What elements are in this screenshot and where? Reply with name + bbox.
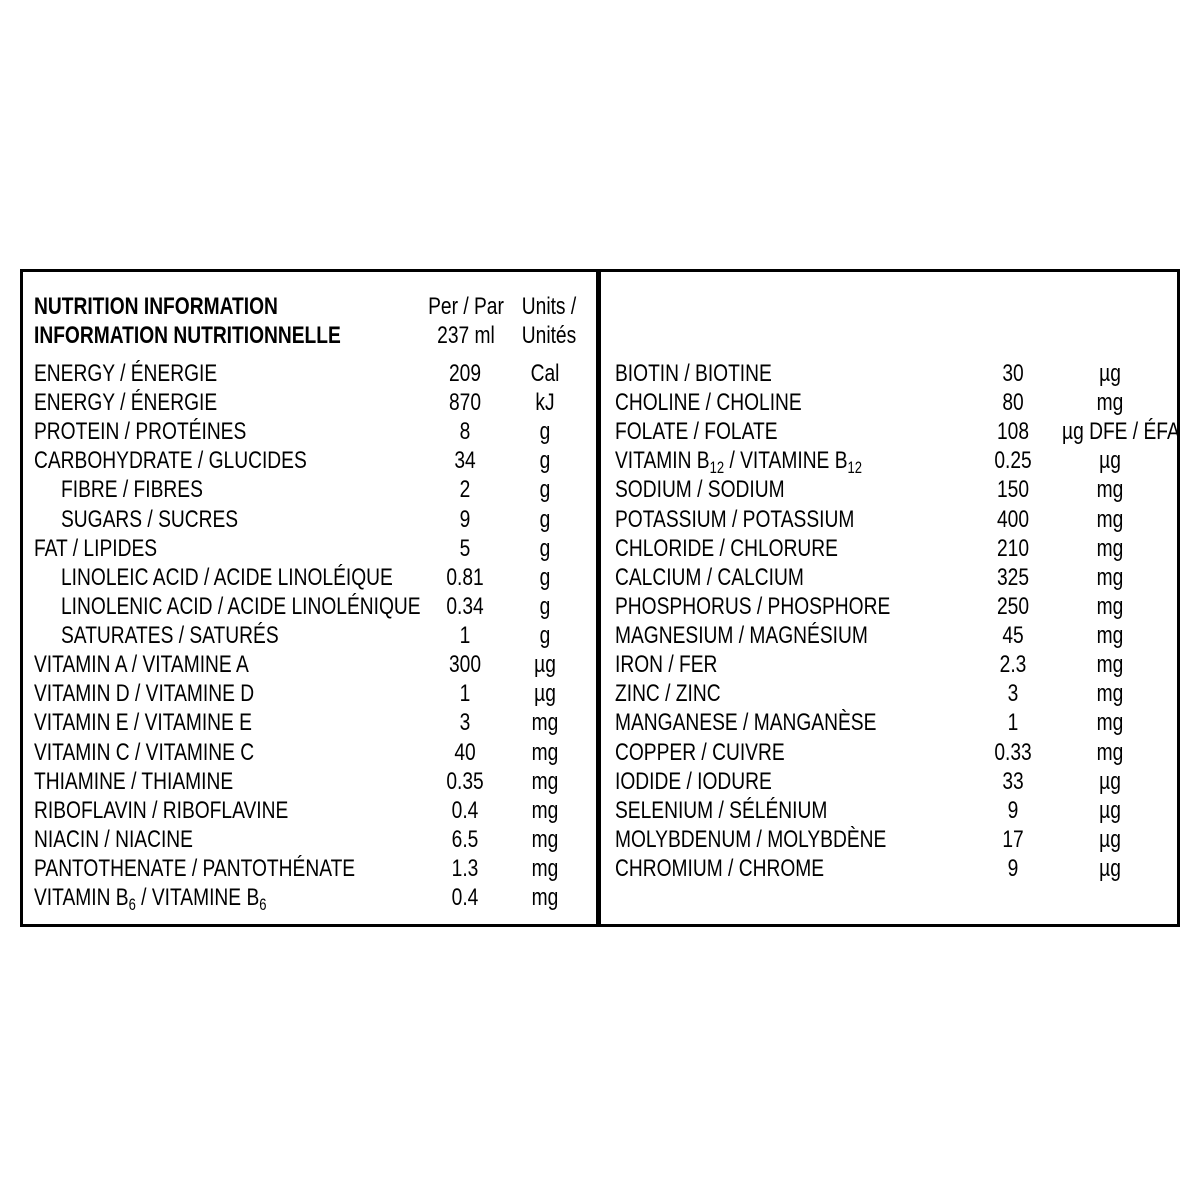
right-nutrient-label: VITAMIN $B_{12}$ / VITAMINE $B_{12}$ [615,447,863,478]
right-nutrient-label: IODIDE / IODURE [615,767,772,795]
left-nutrient-unit: g [539,476,551,504]
per-header: Per / Par [428,293,504,320]
column-divider [596,272,601,924]
right-nutrient-unit: µg DFE / ÉFA [1062,418,1180,446]
right-nutrient-value: 45 [1002,622,1024,650]
left-nutrient-label: CARBOHYDRATE / GLUCIDES [34,447,307,475]
left-nutrient-value: 1 [459,622,471,650]
left-nutrient-unit: mg [531,738,559,766]
right-nutrient-unit: mg [1096,651,1124,679]
left-nutrient-unit: g [539,418,551,446]
left-nutrient-unit: g [539,505,551,533]
right-nutrient-label: MANGANESE / MANGANÈSE [615,709,877,737]
left-nutrient-label: ENERGY / ÉNERGIE [34,360,218,387]
left-nutrient-value: 1 [459,680,471,708]
left-nutrient-value: 209 [448,360,482,387]
right-nutrient-label: COPPER / CUIVRE [615,738,785,766]
left-nutrient-value: 1.3 [451,855,479,883]
right-nutrient-value: 33 [1002,767,1024,795]
title-fr: INFORMATION NUTRITIONNELLE [34,322,341,349]
left-nutrient-label: VITAMIN C / VITAMINE C [34,738,255,766]
right-nutrient-unit: µg [1099,796,1121,824]
right-nutrient-label: BIOTIN / BIOTINE [615,360,772,387]
left-nutrient-unit: g [539,592,551,620]
units-header-fr: Unités [521,322,577,349]
right-nutrient-value: 3 [1007,680,1019,708]
right-nutrient-label: CALCIUM / CALCIUM [615,563,804,591]
right-nutrient-unit: µg [1099,855,1121,883]
right-nutrient-value: 0.33 [994,738,1032,766]
left-nutrient-value: 6.5 [451,825,479,853]
left-nutrient-value: 0.4 [451,884,479,912]
per-amount-header: 237 ml [437,322,495,349]
right-nutrient-value: 150 [996,476,1030,504]
title-en: NUTRITION INFORMATION [34,293,278,320]
left-nutrient-label: VITAMIN A / VITAMINE A [34,651,249,679]
left-nutrient-unit: mg [531,767,559,795]
left-nutrient-value: 40 [454,738,476,766]
right-nutrient-unit: mg [1096,389,1124,417]
left-nutrient-label: VITAMIN E / VITAMINE E [34,709,252,737]
left-nutrient-unit: mg [531,884,559,912]
right-nutrient-label: ZINC / ZINC [615,680,721,708]
right-nutrient-value: 108 [996,418,1030,446]
left-nutrient-label: VITAMIN D / VITAMINE D [34,680,255,708]
left-nutrient-unit: g [539,563,551,591]
left-nutrient-label: ENERGY / ÉNERGIE [34,389,218,417]
left-nutrient-label: LINOLEIC ACID / ACIDE LINOLÉIQUE [61,563,393,591]
left-nutrient-value: 0.4 [451,796,479,824]
right-nutrient-label: SELENIUM / SÉLÉNIUM [615,796,828,824]
left-nutrient-value: 5 [459,534,471,562]
left-nutrient-value: 0.35 [446,767,484,795]
left-nutrient-unit: mg [531,796,559,824]
right-nutrient-value: 9 [1007,855,1019,883]
right-nutrient-value: 325 [996,563,1030,591]
left-nutrient-unit: mg [531,855,559,883]
nutrition-panel [20,269,1180,927]
right-nutrient-value: 9 [1007,796,1019,824]
left-nutrient-value: 300 [448,651,482,679]
right-nutrient-unit: µg [1099,447,1121,475]
right-nutrient-label: FOLATE / FOLATE [615,418,778,446]
left-nutrient-value: 3 [459,709,471,737]
right-nutrient-value: 250 [996,592,1030,620]
left-nutrient-unit: mg [531,825,559,853]
left-nutrient-unit: Cal [530,360,560,387]
left-nutrient-unit: mg [531,709,559,737]
right-nutrient-label: CHOLINE / CHOLINE [615,389,802,417]
left-nutrient-label: THIAMINE / THIAMINE [34,767,234,795]
left-nutrient-unit: g [539,622,551,650]
left-nutrient-unit: kJ [535,389,555,417]
left-nutrient-unit: g [539,534,551,562]
right-nutrient-unit: mg [1096,505,1124,533]
right-nutrient-label: IRON / FER [615,651,718,679]
right-nutrient-unit: mg [1096,738,1124,766]
left-nutrient-value: 2 [459,476,471,504]
right-nutrient-label: PHOSPHORUS / PHOSPHORE [615,592,891,620]
left-nutrient-label: RIBOFLAVIN / RIBOFLAVINE [34,796,289,824]
right-nutrient-label: SODIUM / SODIUM [615,476,785,504]
left-nutrient-label: NIACIN / NIACINE [34,825,193,853]
right-nutrient-label: MOLYBDENUM / MOLYBDÈNE [615,825,887,853]
right-nutrient-unit: mg [1096,563,1124,591]
left-nutrient-label: SATURATES / SATURÉS [61,622,279,650]
right-nutrient-unit: mg [1096,622,1124,650]
right-nutrient-label: CHLORIDE / CHLORURE [615,534,838,562]
left-nutrient-value: 9 [459,505,471,533]
right-nutrient-value: 30 [1002,360,1024,387]
left-nutrient-label: PANTOTHENATE / PANTOTHÉNATE [34,855,356,883]
right-nutrient-value: 400 [996,505,1030,533]
right-nutrient-unit: mg [1096,680,1124,708]
left-nutrient-value: 0.81 [446,563,484,591]
left-nutrient-unit: µg [534,651,556,679]
left-nutrient-unit: g [539,447,551,475]
right-nutrient-label: CHROMIUM / CHROME [615,855,825,883]
left-nutrient-label: FIBRE / FIBRES [61,476,203,504]
left-nutrient-value: 0.34 [446,592,484,620]
left-nutrient-label: PROTEIN / PROTÉINES [34,418,247,446]
right-nutrient-value: 2.3 [999,651,1027,679]
units-header: Units / [521,293,577,320]
left-nutrient-label: LINOLENIC ACID / ACIDE LINOLÉNIQUE [61,592,421,620]
right-nutrient-value: 0.25 [994,447,1032,475]
right-nutrient-unit: mg [1096,592,1124,620]
left-nutrient-value: 34 [454,447,476,475]
left-nutrient-label: FAT / LIPIDES [34,534,158,562]
left-nutrient-unit: µg [534,680,556,708]
right-nutrient-unit: µg [1099,825,1121,853]
right-nutrient-value: 210 [996,534,1030,562]
left-nutrient-label: SUGARS / SUCRES [61,505,239,533]
right-nutrient-value: 1 [1007,709,1019,737]
left-nutrient-value: 870 [448,389,482,417]
right-nutrient-unit: µg [1099,767,1121,795]
right-nutrient-label: POTASSIUM / POTASSIUM [615,505,855,533]
left-nutrient-value: 8 [459,418,471,446]
right-nutrient-unit: mg [1096,476,1124,504]
left-nutrient-label: VITAMIN $B_6$ / VITAMINE $B_6$ [34,884,267,915]
right-nutrient-unit: µg [1099,360,1121,387]
right-nutrient-label: MAGNESIUM / MAGNÉSIUM [615,622,868,650]
right-nutrient-unit: mg [1096,534,1124,562]
right-nutrient-unit: mg [1096,709,1124,737]
right-nutrient-value: 17 [1002,825,1024,853]
right-nutrient-value: 80 [1002,389,1024,417]
